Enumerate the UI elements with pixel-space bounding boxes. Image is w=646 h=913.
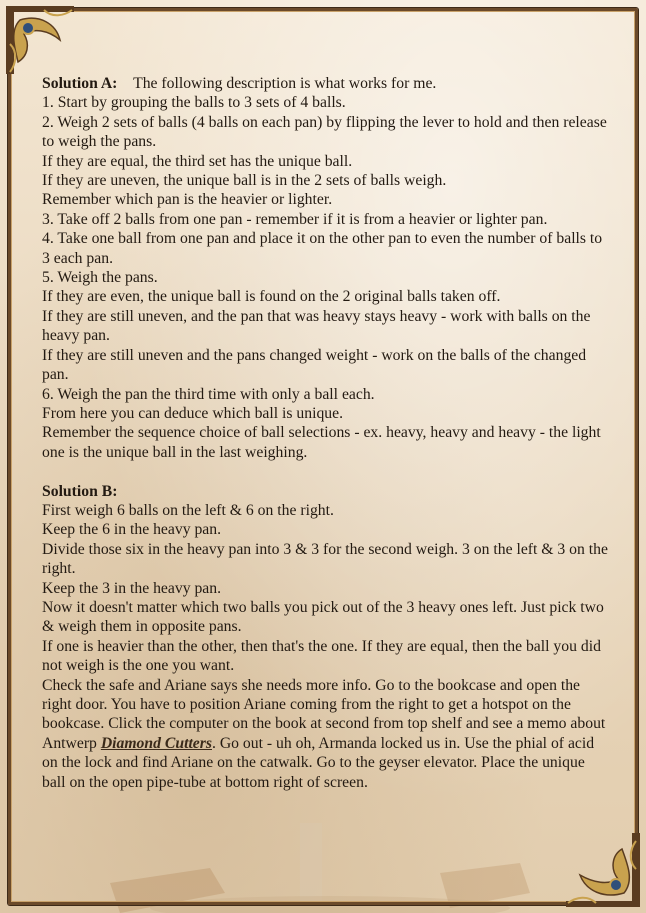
solution-a-equal-note: If they are equal, the third set has the unique ball. [42, 152, 353, 170]
solution-b-compare: If one is heavier than the other, then that's the one. If they are equal, then the ball you did not weigh is the one you want. [42, 637, 601, 675]
solution-a-sequence-note: Remember the sequence choice of ball selections - ex. heavy, heavy and heavy - the light one is the unique ball in the last weighing. [42, 424, 601, 461]
solution-a-step-5: 5. Weigh the pans. [42, 269, 158, 287]
ornament-top-left-icon [0, 0, 80, 80]
section-spacer [42, 462, 612, 481]
solution-a-still-uneven-heavy: If they are still uneven, and the pan that was heavy stays heavy - work with balls on the heavy pan. [42, 307, 591, 345]
diamond-cutters-link[interactable]: Diamond Cutters [100, 734, 212, 752]
solution-b-divide: Divide those six in the heavy pan into 3 & 3 for the second weigh. 3 on the left & 3 on the right. [42, 540, 608, 578]
solution-a-even-note: If they are even, the unique ball is found on the 2 original balls taken off. [42, 288, 501, 306]
solution-b-heading: Solution B: [42, 482, 118, 500]
solution-b-final-paragraph [42, 676, 612, 792]
solution-a-uneven-note: If they are uneven, the unique ball is in the 2 sets of balls weigh. [42, 172, 447, 190]
solution-b-pick-two: Now it doesn't matter which two balls you pick out of the 3 heavy ones left. Just pick two & weigh them in opposite pans. [42, 598, 604, 636]
solution-a-step-1: 1. Start by grouping the balls to 3 sets of 4 balls. [42, 94, 346, 112]
solution-a-step-4: 4. Take one ball from one pan and place it on the other pan to even the number of balls to 3 each pan. [42, 230, 603, 267]
final-text-after-link: . Go out - uh oh, Armanda locked us in. Use the phial of acid on the lock and find Ariane on the catwalk. Go to the geyser elevator. Place the unique ball on the open pipe-tube at bottom right of screen. [42, 734, 595, 791]
walkthrough-text [42, 74, 612, 792]
solution-a-deduce-note: From here you can deduce which ball is unique. [42, 404, 344, 422]
solution-a-heading: Solution A: [42, 75, 118, 92]
solution-a-still-uneven-changed: If they are still uneven and the pans changed weight - work on the balls of the changed pan. [42, 346, 587, 384]
solution-a-intro: The following description is what works for me. [133, 75, 437, 92]
solution-a-step-3: 3. Take off 2 balls from one pan - remember if it is from a heavier or lighter pan. [42, 210, 548, 228]
ornament-bottom-right-icon [546, 823, 646, 913]
solution-a-title-line [42, 74, 612, 93]
solution-a-remember-note: Remember which pan is the heavier or lighter. [42, 191, 333, 209]
solution-b-keep-six: Keep the 6 in the heavy pan. [42, 521, 222, 539]
solution-a-step-6: 6. Weigh the pan the third time with only a ball each. [42, 385, 375, 403]
solution-b-step-first: First weigh 6 balls on the left & 6 on the right. [42, 501, 334, 519]
final-text-before-link: Check the safe and Ariane says she needs more info. Go to the bookcase and open the right door. You have to position Ariane coming from the right to get a hotspot on the bookcase. Click the computer on the book at second from top shelf and see a memo about Antwerp [42, 676, 606, 752]
solution-b-keep-three: Keep the 3 in the heavy pan. [42, 579, 222, 597]
solution-a-step-2: 2. Weigh 2 sets of balls (4 balls on each pan) by flipping the lever to hold and then release to weigh the pans. [42, 113, 607, 151]
